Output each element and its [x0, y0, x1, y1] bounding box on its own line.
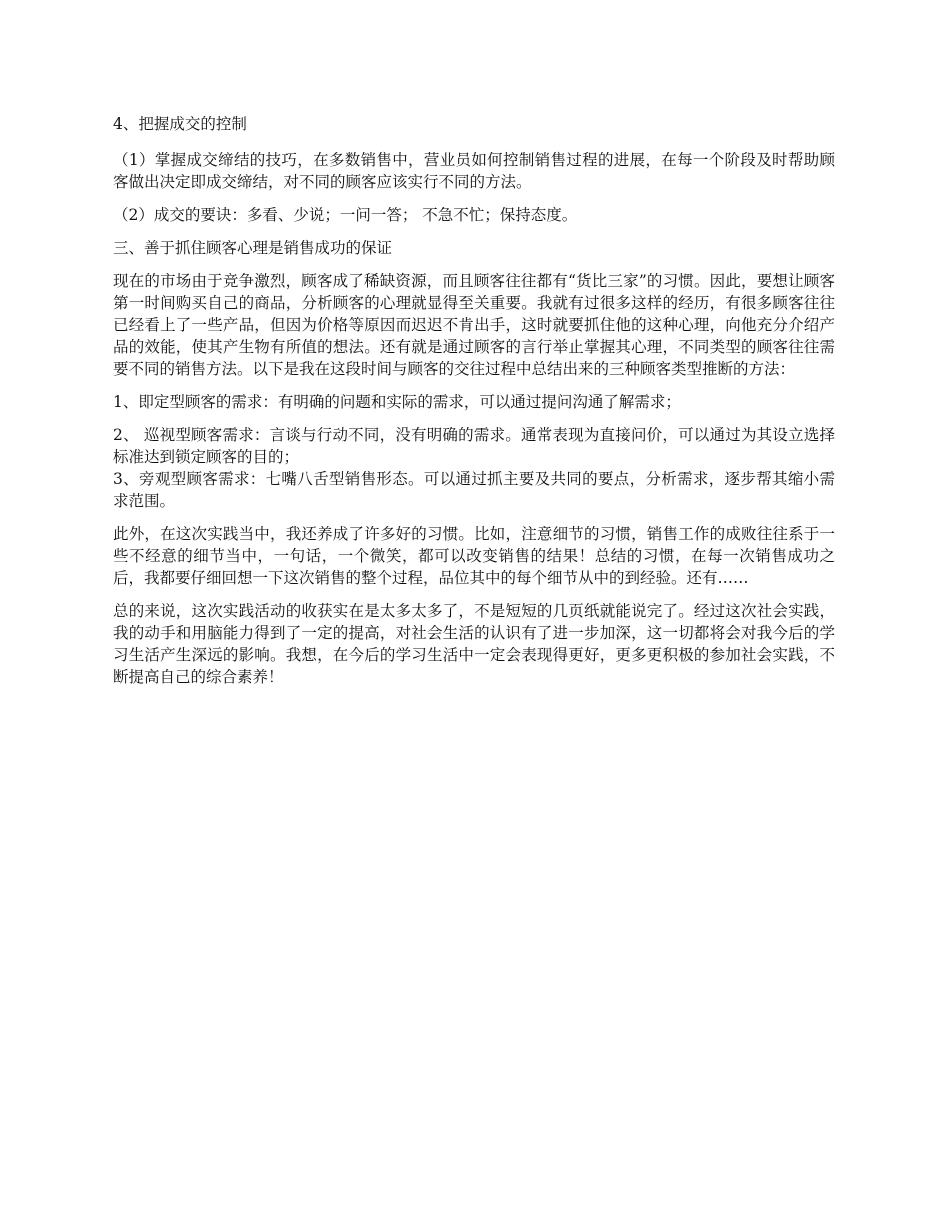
paragraph-closing-skills: （1）掌握成交缔结的技巧，在多数销售中，营业员如何控制销售过程的进展，在每一个阶段及时帮助顾客做出决定即成交缔结，对不同的顾客应该实行不同的方法。 [113, 151, 835, 191]
document-page [113, 113, 835, 699]
list-item-browsing-customer: 2、 巡视型顾客需求：言谈与行动不同，没有明确的需求。通常表现为直接问价，可以通过为其设立选择标准达到锁定顾客的目的； [113, 426, 835, 466]
paragraph-good-habits: 此外，在这次实践当中，我还养成了许多好的习惯。比如，注意细节的习惯，销售工作的成败往往系于一些不经意的细节当中，一句话，一个微笑，都可以改变销售的结果！总结的习惯，在每一次销售成功之后，我都要仔细回想一下这次销售的整个过程，品位其中的每个细节从中的到经验。还有…… [113, 525, 835, 587]
paragraph-closing-tips: （2）成交的要诀：多看、少说；一问一答； 不急不忙；保持态度。 [113, 206, 578, 224]
paragraph-customer-psychology: 现在的市场由于竞争激烈，顾客成了稀缺资源，而且顾客往往都有“货比三家”的习惯。因此，要想让顾客第一时间购买自己的商品，分析顾客的心理就显得至关重要。我就有过很多这样的经历，有很多顾客往往已经看上了一些产品，但因为价格等原因而迟迟不肯出手，这时就要抓住他的这种心理，向他充分介绍产品的效能，使其产生物有所值的想法。还有就是通过顾客的言行举止掌握其心理，不同类型的顾客往往需要不同的销售方法。以下是我在这段时间与顾客的交往过程中总结出来的三种顾客类型推断的方法： [113, 272, 835, 378]
paragraph-conclusion: 总的来说，这次实践活动的收获实在是太多太多了，不是短短的几页纸就能说完了。经过这次社会实践，我的动手和用脑能力得到了一定的提高，对社会生活的认识有了进一步加深，这一切都将会对我今后的学习生活产生深远的影响。我想，在今后的学习生活中一定会表现得更好，更多更积极的参加社会实践，不断提高自己的综合素养！ [113, 602, 835, 686]
list-item-decided-customer: 1、即定型顾客的需求：有明确的问题和实际的需求，可以通过提问沟通了解需求； [113, 393, 681, 411]
section-heading-customer-psychology: 三、善于抓住顾客心理是销售成功的保证 [113, 239, 393, 257]
section-heading-closing-control: 4、把握成交的控制 [113, 115, 247, 133]
list-item-onlooker-customer: 3、旁观型顾客需求：七嘴八舌型销售形态。可以通过抓主要及共同的要点，分析需求，逐步帮其缩小需求范围。 [113, 470, 835, 510]
